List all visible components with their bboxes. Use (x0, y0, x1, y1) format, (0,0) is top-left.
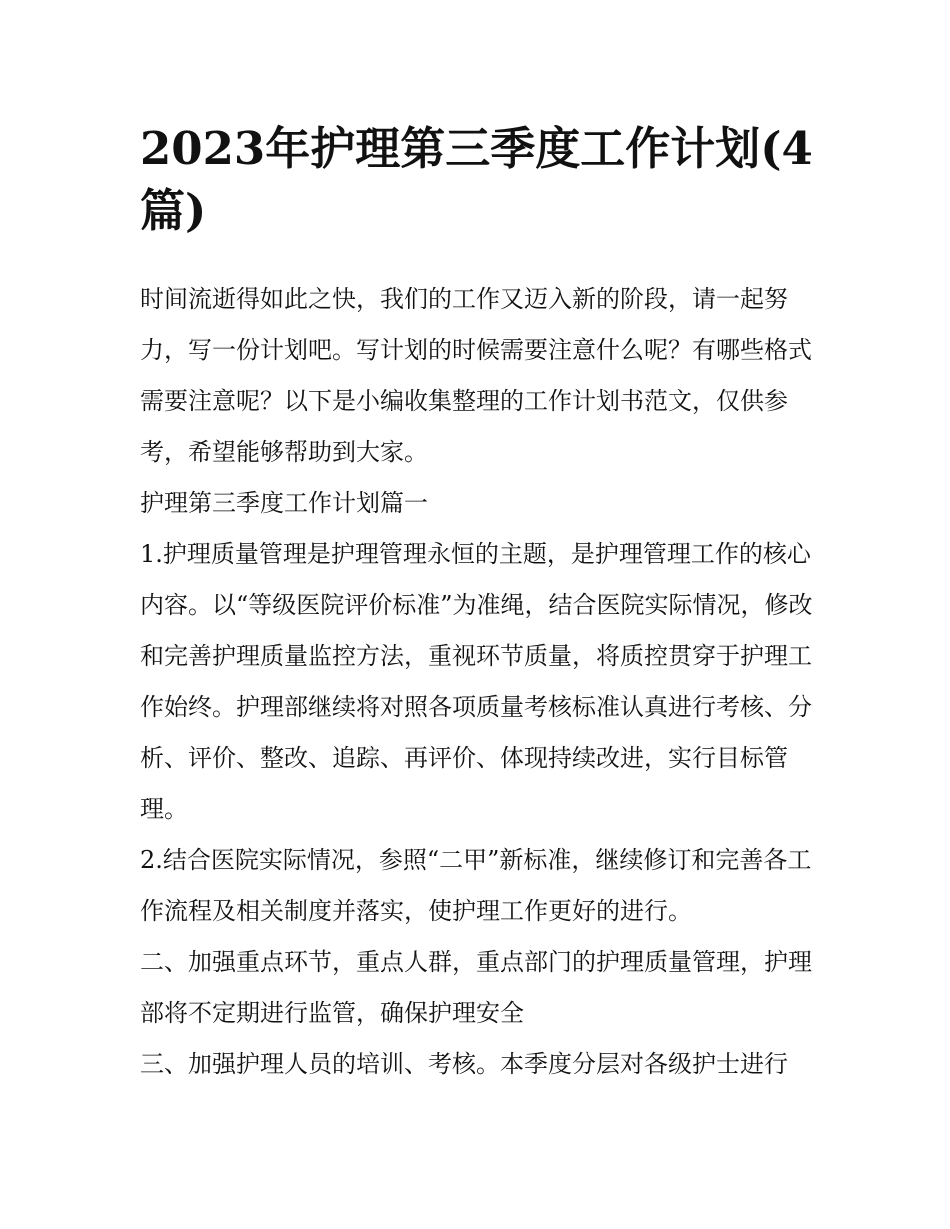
body-paragraph: 2.结合医院实际情况，参照“二甲”新标准，继续修订和完善各工作流程及相关制度并落实，使护理工作更好的进行。 (140, 846, 812, 925)
section-heading: 护理第三季度工作计划篇一 (140, 489, 428, 517)
body-paragraph: 二、加强重点环节，重点人群，重点部门的护理质量管理，护理部将不定期进行监管，确保护理安全 (140, 948, 812, 1027)
document-body (140, 274, 820, 1090)
body-paragraph: 三、加强护理人员的培训、考核。本季度分层对各级护士进行 (140, 1050, 788, 1078)
intro-paragraph: 时间流逝得如此之快，我们的工作又迈入新的阶段，请一起努力，写一份计划吧。写计划的时候需要注意什么呢？有哪些格式需要注意呢？以下是小编收集整理的工作计划书范文，仅供参考，希望能够帮助到大家。 (140, 285, 812, 466)
document-title: 2023年护理第三季度工作计划(4篇) (140, 122, 813, 237)
body-paragraph: 1.护理质量管理是护理管理永恒的主题，是护理管理工作的核心内容。以“等级医院评价标准”为准绳，结合医院实际情况，修改和完善护理质量监控方法，重视环节质量，将质控贯穿于护理工作始终。护理部继续将对照各项质量考核标准认真进行考核、分析、评价、整改、追踪、再评价、体现持续改进，实行目标管理。 (140, 540, 813, 823)
